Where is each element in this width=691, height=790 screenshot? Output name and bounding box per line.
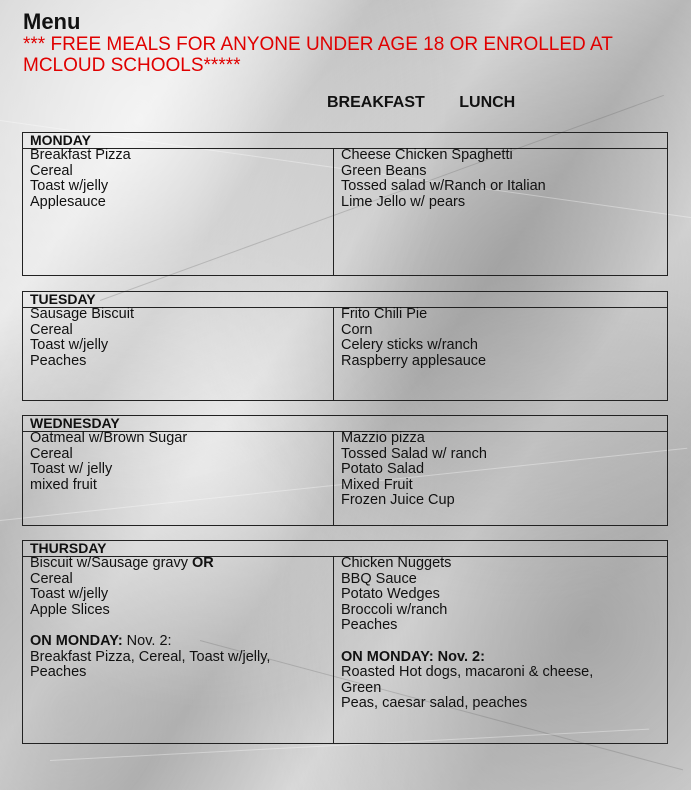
menu-item: Cereal — [30, 321, 73, 338]
lunch-heading: LUNCH — [459, 94, 516, 111]
day-name: TUESDAY — [23, 292, 667, 308]
menu-item: Tossed salad w/Ranch or Italian — [341, 178, 546, 195]
menu-item: Potato Salad — [341, 461, 425, 478]
special-note: Peaches — [30, 664, 87, 681]
menu-item: Corn — [341, 321, 373, 338]
special-note-heading: ON MONDAY: Nov. 2: — [30, 632, 172, 649]
menu-item: Celery sticks w/ranch — [341, 337, 478, 354]
header — [23, 10, 663, 76]
menu-item: Frito Chili Pie — [341, 306, 428, 322]
lunch-cell — [334, 431, 667, 525]
menu-item: Potato Wedges — [341, 586, 440, 603]
menu-item: Apple Slices — [30, 601, 110, 618]
menu-item: Toast w/jelly — [30, 178, 109, 195]
menu-item: BBQ Sauce — [341, 570, 417, 587]
menu-item: Cereal — [30, 445, 73, 462]
menu-item: Oatmeal w/Brown Sugar — [30, 430, 188, 446]
lunch-cell — [334, 556, 667, 743]
day-name: WEDNESDAY — [23, 416, 667, 432]
breakfast-cell — [23, 556, 334, 743]
menu-item: Toast w/ jelly — [30, 461, 113, 478]
menu-item: Cereal — [30, 162, 73, 179]
menu-item: Peaches — [30, 352, 87, 369]
menu-item: Broccoli w/ranch — [341, 601, 448, 618]
day-monday — [22, 132, 668, 276]
lunch-cell — [334, 148, 667, 275]
menu-item: Cheese Chicken Spaghetti — [341, 147, 513, 163]
day-name: MONDAY — [23, 133, 667, 149]
special-note: Roasted Hot dogs, macaroni & cheese, — [341, 664, 594, 681]
day-wednesday — [22, 415, 668, 526]
special-note: Green — [341, 679, 382, 696]
breakfast-heading: BREAKFAST — [327, 94, 425, 111]
menu-item: Lime Jello w/ pears — [341, 193, 466, 210]
menu-item: Green Beans — [341, 162, 427, 179]
menu-item: Mazzio pizza — [341, 430, 425, 446]
menu-item: Sausage Biscuit — [30, 306, 134, 322]
menu-item: Mixed Fruit — [341, 476, 413, 493]
day-tuesday — [22, 291, 668, 401]
column-headings — [327, 94, 515, 112]
menu-item: Breakfast Pizza — [30, 147, 131, 163]
menu-item: Applesauce — [30, 193, 106, 210]
breakfast-cell — [23, 307, 334, 400]
breakfast-cell — [23, 148, 334, 275]
menu-item: Chicken Nuggets — [341, 555, 452, 571]
menu-item: Frozen Juice Cup — [341, 492, 455, 509]
free-meals-notice: *** FREE MEALS FOR ANYONE UNDER AGE 18 OR ENROLLED AT MCLOUD SCHOOLS***** — [23, 34, 613, 76]
day-name: THURSDAY — [23, 541, 667, 557]
menu-item: Raspberry applesauce — [341, 352, 487, 369]
or-label: OR — [192, 555, 214, 571]
menu-item: Tossed Salad w/ ranch — [341, 445, 487, 462]
menu-item: Peaches — [341, 617, 398, 634]
page-title: Menu — [23, 9, 81, 34]
lunch-cell — [334, 307, 667, 400]
special-note: Breakfast Pizza, Cereal, Toast w/jelly, — [30, 648, 271, 665]
day-thursday — [22, 540, 668, 744]
menu-item: mixed fruit — [30, 476, 97, 493]
menu-item: Biscuit w/Sausage gravy OR — [30, 555, 214, 571]
special-note-heading: ON MONDAY: Nov. 2: — [341, 648, 485, 665]
menu-item: Cereal — [30, 570, 73, 587]
breakfast-cell — [23, 431, 334, 525]
special-note: Peas, caesar salad, peaches — [341, 695, 528, 712]
menu-item: Toast w/jelly — [30, 337, 109, 354]
menu-item: Toast w/jelly — [30, 586, 109, 603]
